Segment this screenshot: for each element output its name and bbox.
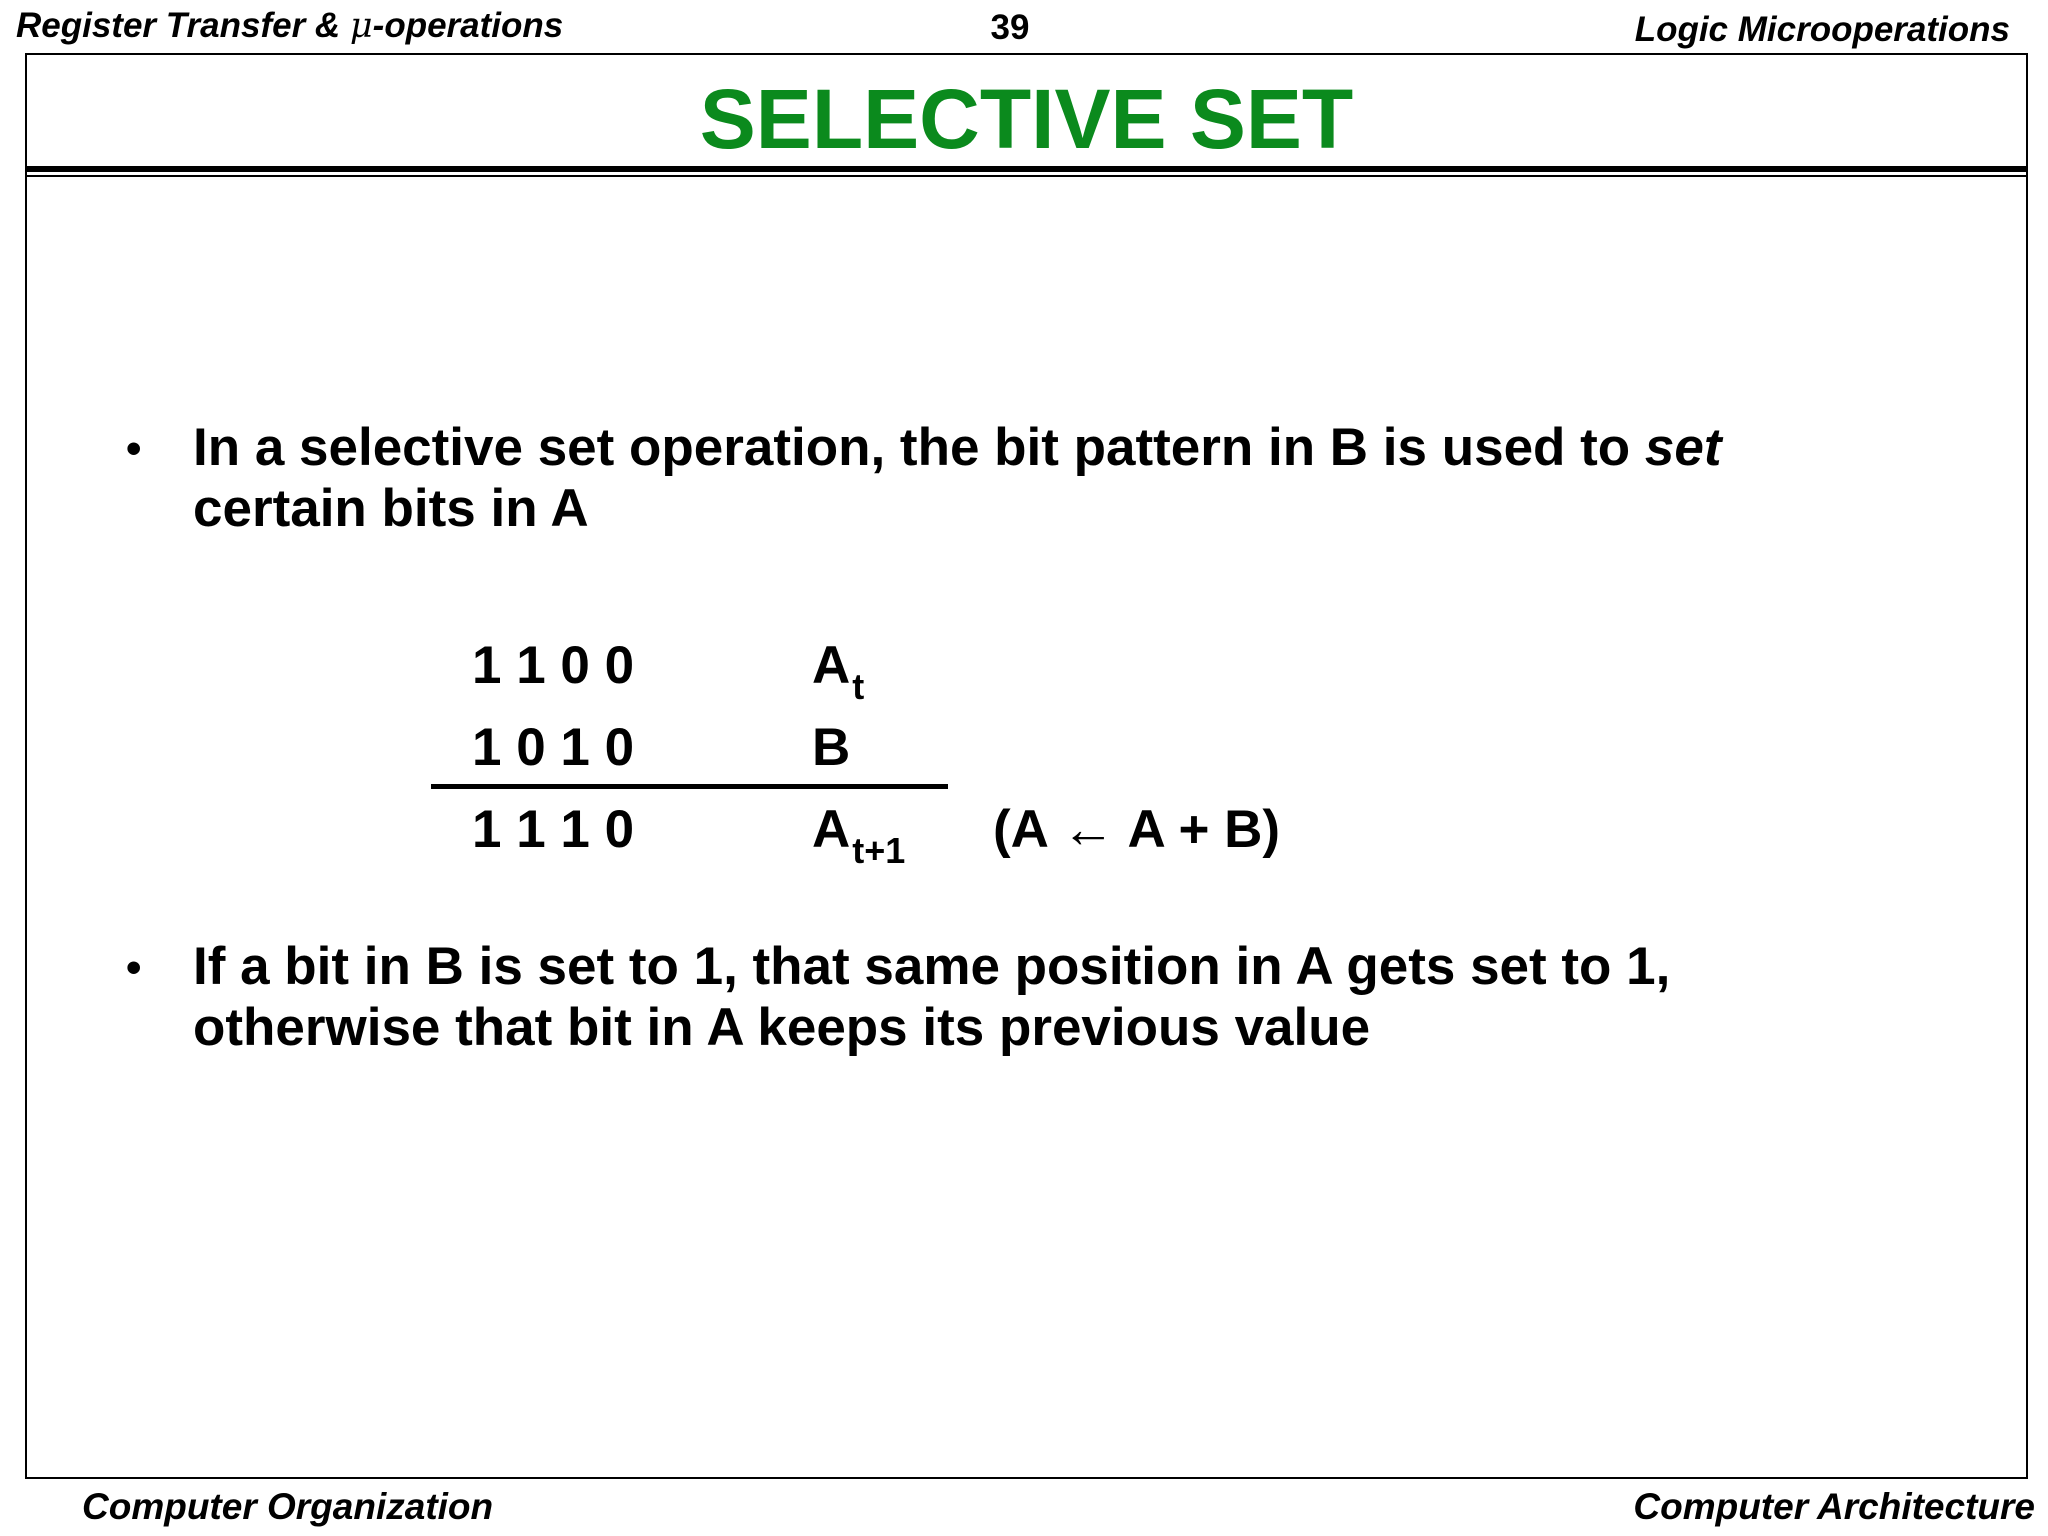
bullet-1-text — [193, 417, 1893, 539]
example-sum-line — [431, 784, 948, 789]
bullet-1-text-before: In a selective set operation, the bit pattern in B is used to — [193, 418, 1645, 477]
bullet-1-text-after: certain bits in A — [193, 479, 589, 538]
footer-right: Computer Architecture — [1633, 1486, 2035, 1527]
slide-frame — [25, 53, 2028, 1479]
header-mu-symbol: μ — [349, 6, 373, 46]
slide-title: SELECTIVE SET — [699, 72, 1354, 166]
example-row-1-reg-subscript: t — [852, 666, 865, 707]
bullet-1-text-italic: set — [1644, 418, 1722, 477]
example-row-1-register — [812, 636, 865, 707]
bullet-marker: • — [126, 943, 142, 992]
example-row-3-register — [812, 800, 906, 871]
bullet-2-text: If a bit in B is set to 1, that same position in A gets set to 1, otherwise that bit in A keeps its previous value — [193, 937, 1671, 1057]
bullet-marker: • — [126, 424, 142, 473]
header-left-prefix: Register Transfer & — [16, 6, 350, 45]
example-row-1-reg-name: A — [812, 636, 851, 695]
example-operation: (A ← A + B) — [993, 800, 1281, 859]
page-number: 39 — [990, 8, 1030, 47]
footer-left: Computer Organization — [82, 1486, 494, 1527]
example-row-2-bits: 1 0 1 0 — [472, 718, 635, 777]
example-row-3-reg-name: A — [812, 800, 851, 859]
example-row-3-reg-subscript: t+1 — [852, 830, 906, 871]
example-row-2-reg-name: B — [812, 718, 851, 777]
title-divider-thin — [25, 175, 2028, 177]
example-row-1-bits: 1 1 0 0 — [472, 636, 635, 695]
header-left-suffix: -operations — [372, 6, 564, 45]
header-topic: Logic Microoperations — [1634, 10, 2010, 49]
title-divider-thick — [25, 166, 2028, 172]
example-row-3-bits: 1 1 1 0 — [472, 800, 635, 859]
example-row-2-register — [812, 718, 850, 778]
